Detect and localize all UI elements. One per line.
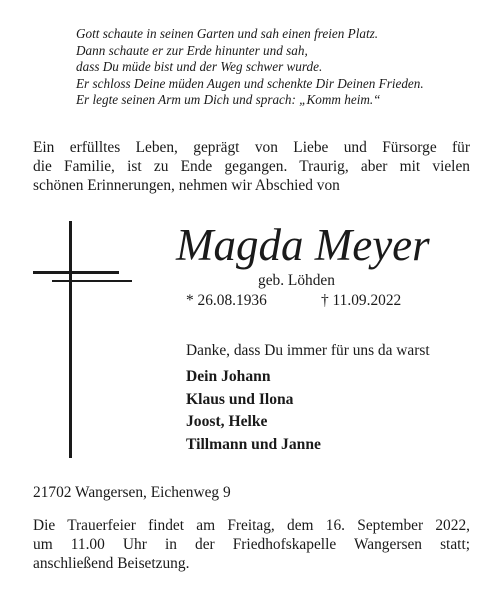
life-dates xyxy=(186,291,402,310)
poem-line: Er legte seinen Arm um Dich und sprach: „Komm heim.“ xyxy=(76,92,381,108)
funeral-line: Die Trauerfeier findet am Freitag, dem 16. September 2022, xyxy=(33,517,470,534)
intro-text xyxy=(33,138,470,195)
poem-line: dass Du müde bist und der Weg schwer wurde. xyxy=(76,59,323,75)
signer: Tillmann und Janne xyxy=(186,435,321,453)
signer: Joost, Helke xyxy=(186,413,268,430)
cross-horizontal-bar xyxy=(33,271,119,274)
address: 21702 Wangersen, Eichenweg 9 xyxy=(33,484,231,501)
birth-date: * 26.08.1936 xyxy=(186,292,267,309)
deceased-name: Magda Meyer xyxy=(176,220,430,270)
intro-line: schönen Erinnerungen, nehmen wir Abschied von xyxy=(33,177,340,194)
intro-line: Ein erfülltes Leben, geprägt von Liebe und Fürsorge für xyxy=(33,139,470,156)
maiden-name: geb. Löhden xyxy=(258,272,335,289)
signers-list xyxy=(186,366,321,456)
signer: Dein Johann xyxy=(186,368,271,385)
poem-line: Er schloss Deine müden Augen und schenkte Dir Deinen Frieden. xyxy=(76,75,424,91)
poem xyxy=(76,26,486,109)
death-date: † 11.09.2022 xyxy=(321,292,402,309)
thanks-line: Danke, dass Du immer für uns da warst xyxy=(186,342,430,359)
intro-line: die Familie, ist zu Ende gegangen. Traurig, aber mit vielen xyxy=(33,158,470,175)
poem-line: Dann schaute er zur Erde hinunter und sah, xyxy=(76,42,308,58)
signer: Klaus und Ilona xyxy=(186,390,294,408)
poem-line: Gott schaute in seinen Garten und sah einen freien Platz. xyxy=(76,26,379,41)
cross-vertical-bar xyxy=(69,221,72,458)
funeral-line: anschließend Beisetzung. xyxy=(33,555,190,572)
funeral-info xyxy=(33,516,470,573)
cross-horizontal-bar-lower xyxy=(52,280,132,282)
funeral-line: um 11.00 Uhr in der Friedhofskapelle Wangersen statt; xyxy=(33,536,470,553)
